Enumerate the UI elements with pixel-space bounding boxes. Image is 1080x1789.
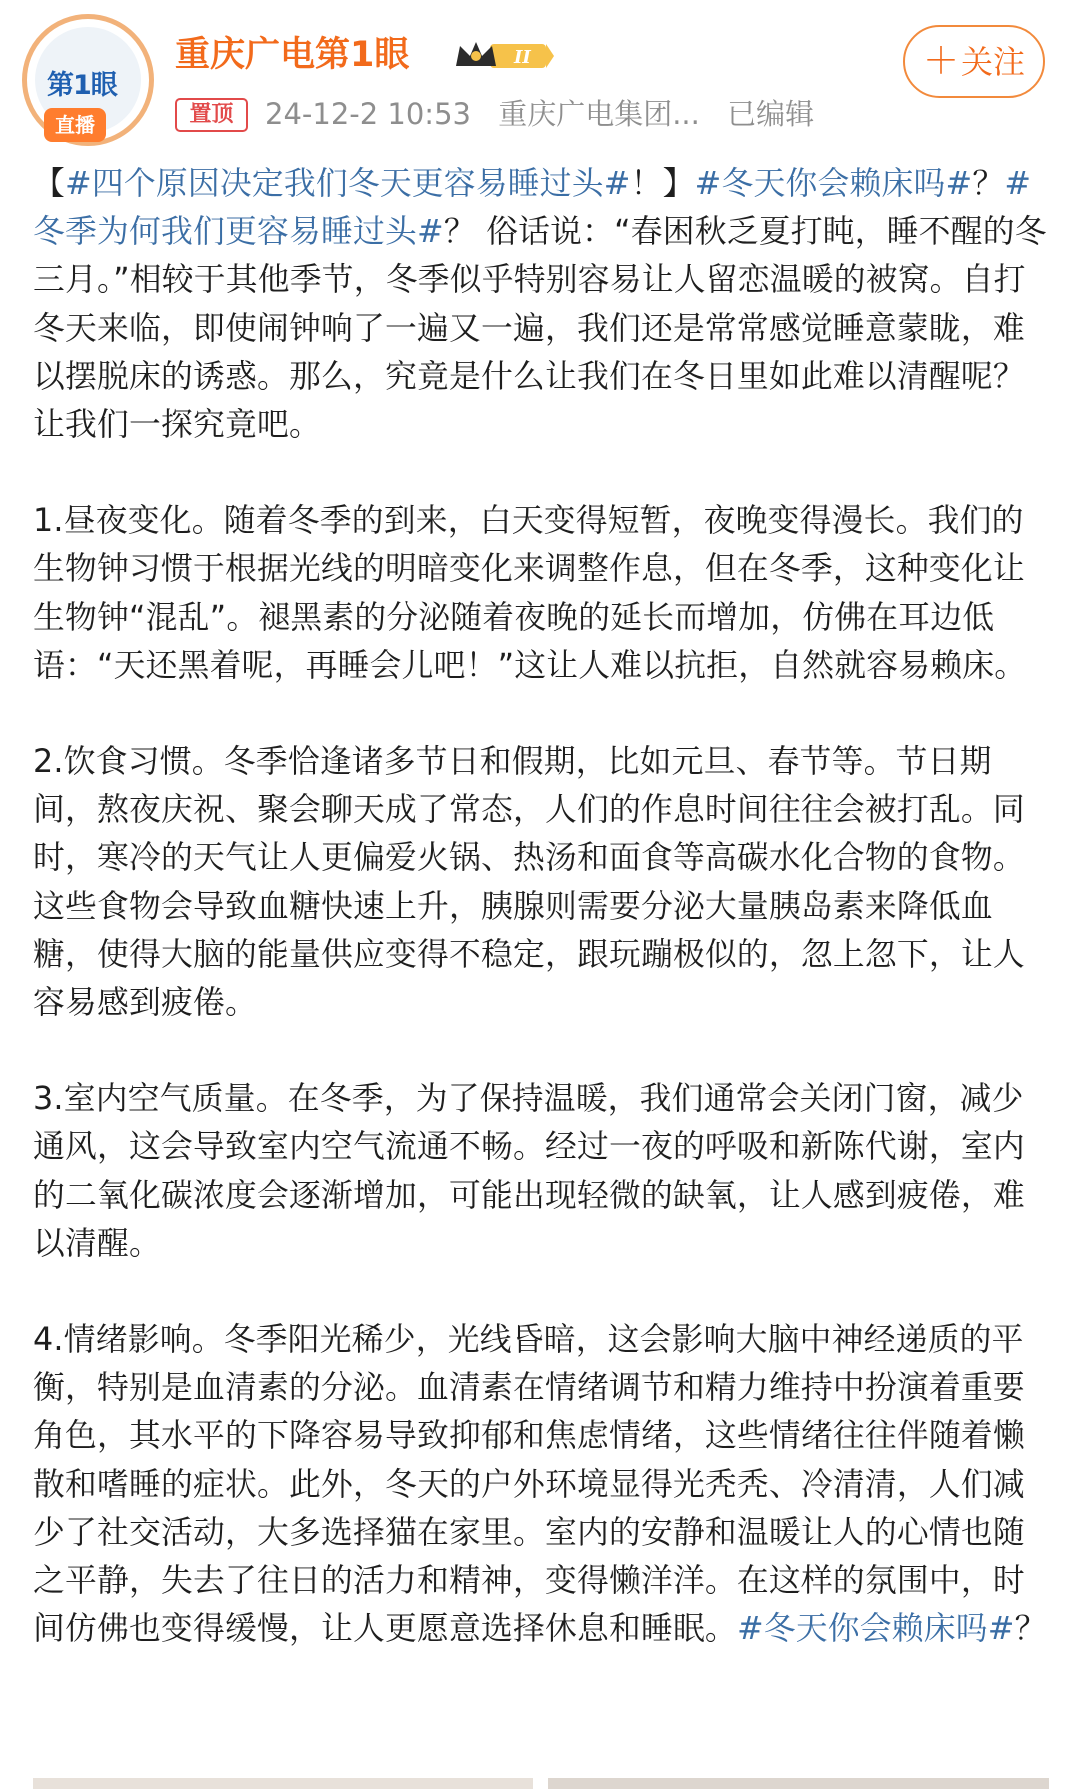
paragraph-3: 3.室内空气质量。在冬季，为了保持温暖，我们通常会关闭门窗，减少通风，这会导致室内空气流通不畅。经过一夜的呼吸和新陈代谢，室内的二氧化碳浓度会逐渐增加，可能出现轻微的缺氧，让人感到疲倦，难以清醒。 xyxy=(33,1080,1025,1262)
intro-paragraph xyxy=(33,160,1049,449)
vip-level-text: II xyxy=(514,47,531,68)
bracket-open: 【 xyxy=(33,165,65,202)
live-badge[interactable]: 直播 xyxy=(44,108,106,142)
paragraph-4-text: 4.情绪影响。冬季阳光稀少，光线昏暗，这会影响大脑中神经递质的平衡，特别是血清素的分泌。血清素在情绪调节和精力维持中扮演着重要角色，其水平的下降容易导致抑郁和焦虑情绪，这些情绪往往伴随着懒散和嗜睡的症状。此外，冬天的户外环境显得光秃秃、冷清清，人们减少了社交活动，大多选择猫在家里。室内的安静和温暖让人的心情也随之平静，失去了往日的活力和精神，变得懒洋洋。在这样的氛围中，时间仿佛也变得缓慢，让人更愿意选择休息和睡眠。 xyxy=(33,1321,1025,1648)
edited-label[interactable]: 已编辑 xyxy=(727,97,815,131)
bracket-close: 】 xyxy=(662,165,695,202)
image-thumbnail[interactable] xyxy=(548,1778,1049,1789)
hashtag-link[interactable]: #四个原因决定我们冬天更容易睡过头# xyxy=(65,165,631,202)
image-thumbnails xyxy=(33,1778,1049,1789)
pinned-badge: 置顶 xyxy=(175,98,248,132)
avatar-logo-text: 第1眼 xyxy=(47,70,117,101)
timestamp: 24-12-2 10:53 xyxy=(265,97,471,131)
hashtag-link[interactable]: #冬天你会赖床吗# xyxy=(694,165,973,202)
image-thumbnail[interactable] xyxy=(33,1778,533,1789)
username[interactable]: 重庆广电第1眼 xyxy=(175,35,410,75)
plus-icon: ＋ xyxy=(922,41,959,82)
follow-label: 关注 xyxy=(961,43,1026,81)
follow-button[interactable] xyxy=(903,25,1045,98)
vip-crown-icon[interactable] xyxy=(452,36,556,76)
intro-text: ？ 俗话说：“春困秋乏夏打盹，睡不醒的冬三月。”相较于其他季节，冬季似乎特别容易让人留恋温暖的被窝。自打冬天来临，即使闹钟响了一遍又一遍，我们还是常常感觉睡意蒙眬，难以摆脱床的诱惑。那么，究竟是什么让我们在冬日里如此难以清醒呢？让我们一探究竟吧。 xyxy=(33,213,1047,444)
hashtag-link[interactable]: #冬天你会赖床吗# xyxy=(736,1610,1015,1648)
intro-bang: ！ xyxy=(630,165,663,202)
paragraph-4-end: ？ xyxy=(1014,1610,1047,1648)
post-meta xyxy=(265,92,832,136)
paragraph-1: 1.昼夜变化。随着冬季的到来，白天变得短暂，夜晚变得漫长。我们的生物钟习惯于根据光线的明暗变化来调整作息，但在冬季，这种变化让生物钟“混乱”。褪黑素的分泌随着夜晚的延长而增加，仿佛在耳边低语：“天还黑着呢，再睡会儿吧！”这让人难以抗拒，自然就容易赖床。 xyxy=(33,502,1027,684)
paragraph-4 xyxy=(33,1316,1049,1653)
hashtag-link[interactable]: #冬季为何我们更容易睡过头# xyxy=(33,165,1032,251)
post-header xyxy=(0,0,1080,150)
paragraph-2: 2.饮食习惯。冬季恰逢诸多节日和假期，比如元旦、春节等。节日期间，熬夜庆祝、聚会聊天成了常态，人们的作息时间往往会被打乱。同时，寒冷的天气让人更偏爱火锅、热汤和面食等高碳水化合物的食物。这些食物会导致血糖快速上升，胰腺则需要分泌大量胰岛素来降低血糖，使得大脑的能量供应变得不稳定，跟玩蹦极似的，忽上忽下，让人容易感到疲倦。 xyxy=(33,743,1025,1022)
post-body xyxy=(33,160,1049,1653)
intro-question: ？ xyxy=(972,165,1005,202)
source-link[interactable]: 重庆广电集团... xyxy=(498,97,700,131)
